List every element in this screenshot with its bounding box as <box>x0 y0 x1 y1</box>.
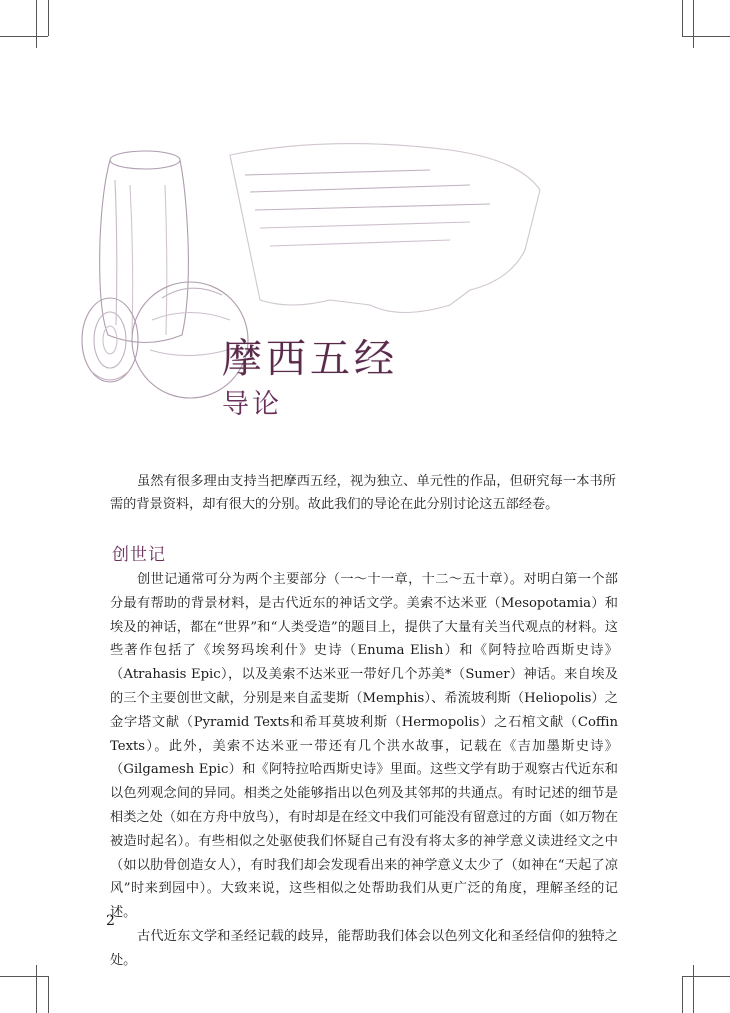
crop-mark-bl-v <box>36 965 37 1013</box>
crop-mark-bl-v2 <box>48 976 49 1013</box>
crop-mark-bl-h <box>0 976 48 977</box>
crop-mark-tr-v2 <box>682 0 683 36</box>
crop-mark-tl-v <box>36 0 37 48</box>
page-title: 摩西五经 <box>222 336 398 382</box>
crop-mark-tl-h <box>0 36 48 37</box>
section-body <box>110 568 618 973</box>
crop-mark-tr-v <box>693 0 694 48</box>
body-paragraph: 创世记通常可分为两个主要部分（一～十一章，十二～五十章）。对明白第一个部分最有帮助的背景材料，是古代近东的神话文学。美索不达米亚（Mesopotamia）和埃及的神话，都在“世界”和“人类受造”的题目上，提供了大量有关当代观点的材料。这些著作包括了《埃努玛埃利什》史诗（Enuma Elish）和《阿特拉哈西斯史诗》（Atrahasis Epic），以及美索不达米亚一带好几个苏美*（Sumer）神话。来自埃及的三个主要创世文献，分别是来自孟斐斯（Memphis）、希流坡利斯（Heliopolis）之金字塔文献（Pyramid Texts和希耳莫坡利斯（Hermopolis）之石棺文献（Coffin Texts）。此外，美索不达米亚一带还有几个洪水故事，记载在《吉加墨斯史诗》（Gilgamesh Epic）和《阿特拉哈西斯史诗》里面。这些文学有助于观察古代近东和以色列观念间的异同。相类之处能够指出以色列及其邻邦的共通点。有时记述的细节是相类之处（如在方舟中放鸟），有时却是在经文中我们可能没有留意过的方面（如万物在被造时起名）。有些相似之处驱使我们怀疑自己有没有将太多的神学意义读进经文之中（如以肋骨创造女人），有时我们却会发现看出来的神学意义太少了（如神在“天起了凉风”时来到园中）。大致来说，这些相似之处帮助我们从更广泛的角度，理解圣经的记述。 <box>110 572 618 921</box>
page-number: 2 <box>106 913 115 929</box>
crop-mark-br-h <box>682 976 730 977</box>
body-paragraph: 古代近东文学和圣经记载的歧异，能帮助我们体会以色列文化和圣经信仰的独特之处。 <box>110 928 618 968</box>
crop-mark-br-v2 <box>682 976 683 1013</box>
page-subtitle: 导论 <box>222 389 282 420</box>
jar-scroll-illustration <box>70 130 610 450</box>
crop-mark-tr-h <box>682 36 730 37</box>
section-heading-genesis: 创世记 <box>112 545 166 565</box>
crop-mark-br-v <box>693 965 694 1013</box>
intro-paragraph: 虽然有很多理由支持当把摩西五经，视为独立、单元性的作品，但研究每一本书所需的背景资料，却有很大的分别。故此我们的导论在此分别讨论这五部经卷。 <box>110 474 616 512</box>
crop-mark-tl-v2 <box>48 0 49 36</box>
